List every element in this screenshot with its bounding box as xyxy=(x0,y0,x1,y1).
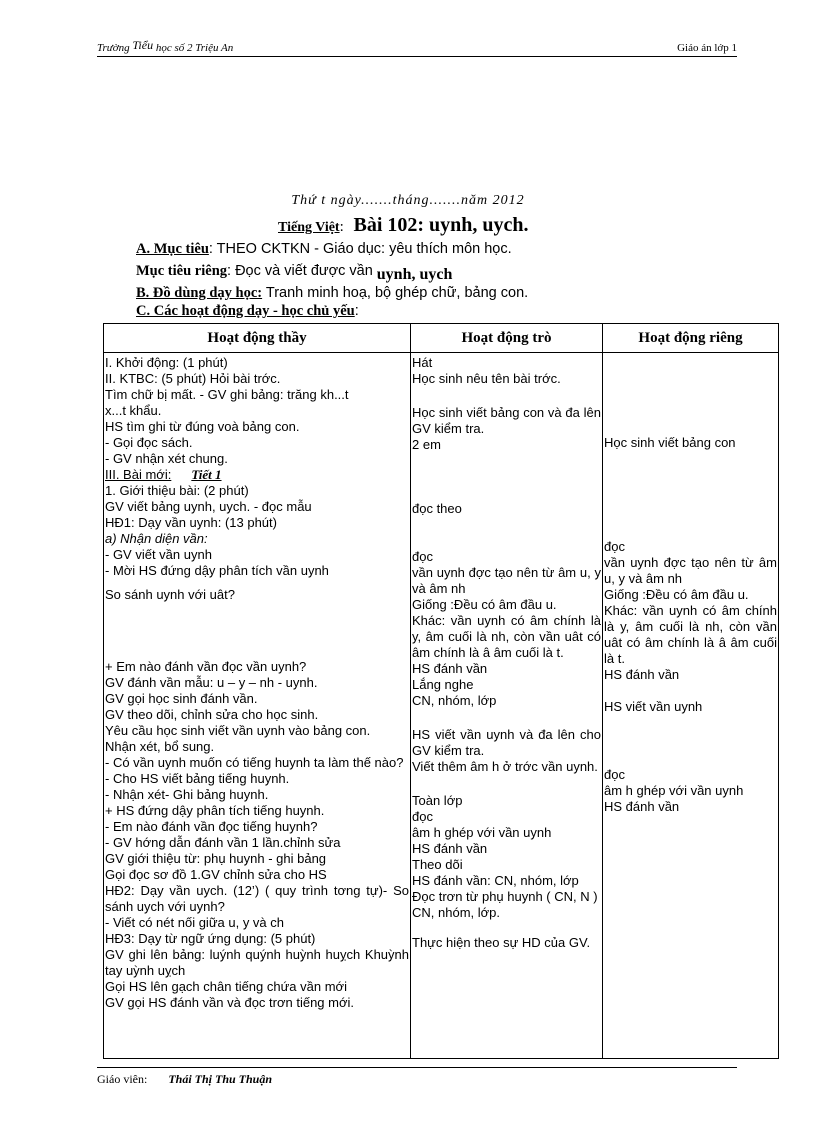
objective-c-label: C. Các hoạt động dạy - học chủ yếu xyxy=(136,303,355,319)
special-line: Học sinh viết bảng con xyxy=(604,435,736,450)
school-name-a: Trường xyxy=(97,42,133,54)
teacher-column xyxy=(104,353,411,1059)
student-line: Học sinh viết bảng con và đa lên GV kiểm tra. xyxy=(412,405,601,436)
teacher-line: 1. Giới thiệu bài: (2 phút) xyxy=(105,483,249,498)
objective-c xyxy=(136,303,359,320)
objective-c-text: : xyxy=(354,303,359,319)
objective-a-text: : THEO CKTKN - Giáo dục: yêu thích môn học. xyxy=(208,241,512,257)
teacher-name: Thái Thị Thu Thuận xyxy=(168,1072,273,1086)
student-line: Hát xyxy=(412,355,433,370)
objective-own xyxy=(136,262,453,283)
teacher-line: Tìm chữ bị mất. - GV ghi bảng: trăng kh...t xyxy=(105,387,349,402)
student-line: HS viết vần uynh và đa lên cho GV kiểm tra. xyxy=(412,727,601,758)
student-line: Giống :Đều có âm đầu u. xyxy=(412,597,557,612)
special-line: Khác: vần uynh có âm chính là y, âm cuối là nh, còn vần uât có âm chính là â âm cuối là t. xyxy=(604,603,777,666)
student-line: vần uynh đợc tạo nên từ âm u, y và âm nh xyxy=(412,565,601,596)
lesson-title xyxy=(278,214,529,237)
student-line: CN, nhóm, lớp xyxy=(412,693,497,708)
teacher-line: GV đánh vần mẫu: u – y – nh - uynh. xyxy=(105,675,318,690)
teacher-line: GV theo dõi, chỉnh sửa cho học sinh. xyxy=(105,707,319,722)
teacher-line: GV viết bảng uynh, uych. - đọc mẫu xyxy=(105,499,312,514)
period-label: Tiết 1 xyxy=(191,467,222,482)
student-line: Học sinh nêu tên bài trớc. xyxy=(412,371,561,386)
student-line: Đọc trơn từ phụ huynh ( CN, N ) xyxy=(412,889,598,904)
teacher-line: GV gọi học sinh đánh vần. xyxy=(105,691,258,706)
student-line: Toàn lớp xyxy=(412,793,463,808)
special-line: âm h ghép với vần uynh xyxy=(604,783,744,798)
objective-own-focus: uynh, uych xyxy=(376,266,453,283)
student-line: Thực hiện theo sự HD của GV. xyxy=(412,935,591,950)
objective-b xyxy=(136,285,528,302)
teacher-line: - Gọi đọc sách. xyxy=(105,435,193,450)
teacher-line: - Nhận xét- Ghi bảng huynh. xyxy=(105,787,269,802)
student-line: HS đánh vần xyxy=(412,661,488,676)
special-line: HS đánh vần xyxy=(604,799,680,814)
teacher-line: Nhận xét, bổ sung. xyxy=(105,739,215,754)
special-line: HS viết vần uynh xyxy=(604,699,703,714)
teacher-line: HĐ3: Dạy từ ngữ ứng dụng: (5 phút) xyxy=(105,931,316,946)
teacher-line: + Em nào đánh vần đọc vần uynh? xyxy=(105,659,307,674)
school-name-c: học số 2 Triệu An xyxy=(153,42,234,54)
teacher-line: - GV hớng dẫn đánh vần 1 lần.chỉnh sửa xyxy=(105,835,341,850)
teacher-line: - Cho HS viết bảng tiếng huynh. xyxy=(105,771,290,786)
teacher-line: GV gọi HS đánh vần và đọc trơn tiếng mới. xyxy=(105,995,355,1010)
objective-own-label: Mục tiêu riêng xyxy=(136,263,228,279)
teacher-line xyxy=(105,467,409,483)
teacher-line: HS tìm ghi từ đúng voà bảng con. xyxy=(105,419,300,434)
school-name xyxy=(97,38,233,54)
objective-b-text: Tranh minh hoạ, bộ ghép chữ, bảng con. xyxy=(262,285,529,301)
teacher-line: Yêu cầu học sinh viết vần uynh vào bảng con. xyxy=(105,723,371,738)
teacher-line: - Mời HS đứng dậy phân tích vần uynh xyxy=(105,563,329,578)
objective-b-label: B. Đồ dùng dạy học: xyxy=(136,285,263,301)
subject-label: Tiếng Việt xyxy=(278,220,340,235)
new-lesson-label: III. Bài mới: xyxy=(105,467,172,482)
student-line: 2 em xyxy=(412,437,441,452)
student-line: HS đánh vần xyxy=(412,841,488,856)
teacher-line: GV ghi lên bảng: luýnh quýnh huỳnh huỵch Khuỳnh tay uỳnh uỵch xyxy=(105,947,409,978)
header-student: Hoạt động trò xyxy=(411,324,603,353)
special-line: Giống :Đều có âm đầu u. xyxy=(604,587,749,602)
teacher-line: a) Nhận diện vần: xyxy=(105,531,208,546)
teacher-line: So sánh uynh với uât? xyxy=(105,587,235,602)
student-line: đọc xyxy=(412,549,433,564)
activities-table xyxy=(103,323,779,1059)
special-line: vần uynh đợc tạo nên từ âm u, y và âm nh xyxy=(604,555,777,586)
teacher-line: - Có vần uynh muốn có tiếng huynh ta làm thế nào? xyxy=(105,755,404,770)
title-sep: : xyxy=(339,219,344,235)
student-column xyxy=(411,353,603,1059)
student-line: Khác: vần uynh có âm chính là y, âm cuối là nh, còn vần uât có âm chính là â âm cuối là t. xyxy=(412,613,601,660)
date-line: Thứ t ngày.......tháng.......năm 2012 xyxy=(291,193,525,208)
teacher-line: GV giới thiệu từ: phụ huynh - ghi bảng xyxy=(105,851,327,866)
objective-own-text: : Đọc và viết được vần xyxy=(227,263,373,279)
student-line: đọc xyxy=(412,809,433,824)
teacher-line: - GV viết vần uynh xyxy=(105,547,212,562)
page-footer xyxy=(97,1067,737,1087)
teacher-line: HĐ2: Dạy vần uych. (12’) ( quy trình tơng tự)- So sánh uych với uynh? xyxy=(105,883,409,914)
student-line: HS đánh vần: CN, nhóm, lớp xyxy=(412,873,579,888)
special-line: đọc xyxy=(604,767,625,782)
header-special: Hoạt động riêng xyxy=(603,324,779,353)
student-line: Theo dõi xyxy=(412,857,463,872)
objective-a xyxy=(136,241,512,258)
special-column xyxy=(603,353,779,1059)
special-line: đọc xyxy=(604,539,625,554)
teacher-line: Gọi HS lên gạch chân tiếng chứa vần mới xyxy=(105,979,347,994)
teacher-line: x...t khẩu. xyxy=(105,403,162,418)
student-line: Lắng nghe xyxy=(412,677,474,692)
teacher-line: II. KTBC: (5 phút) Hỏi bài trớc. xyxy=(105,371,281,386)
teacher-line: + HS đứng dậy phân tích tiếng huynh. xyxy=(105,803,325,818)
student-line: âm h ghép với vần uynh xyxy=(412,825,552,840)
teacher-line: - Viết có nét nối giữa u, y và ch xyxy=(105,915,285,930)
teacher-line: HĐ1: Dạy vần uynh: (13 phút) xyxy=(105,515,277,530)
student-line: CN, nhóm, lớp. xyxy=(412,905,500,920)
teacher-line: - GV nhận xét chung. xyxy=(105,451,228,466)
school-name-b: Tiểu xyxy=(132,38,154,52)
page-header xyxy=(97,38,737,57)
header-teacher: Hoạt động thầy xyxy=(104,324,411,353)
objective-a-label: A. Mục tiêu xyxy=(136,241,209,257)
student-line: đọc theo xyxy=(412,501,462,516)
lesson-name: Bài 102: uynh, uych. xyxy=(353,214,529,236)
teacher-line: - Em nào đánh vần đọc tiếng huynh? xyxy=(105,819,318,834)
student-line: Viết thêm âm h ở trớc vần uynh. xyxy=(412,759,598,774)
teacher-label: Giáo viên: xyxy=(97,1072,148,1086)
teacher-line: Gọi đọc sơ đồ 1.GV chỉnh sửa cho HS xyxy=(105,867,327,882)
document-type: Giáo án lớp 1 xyxy=(677,42,737,54)
teacher-line: I. Khởi động: (1 phút) xyxy=(105,355,228,370)
special-line: HS đánh vần xyxy=(604,667,680,682)
